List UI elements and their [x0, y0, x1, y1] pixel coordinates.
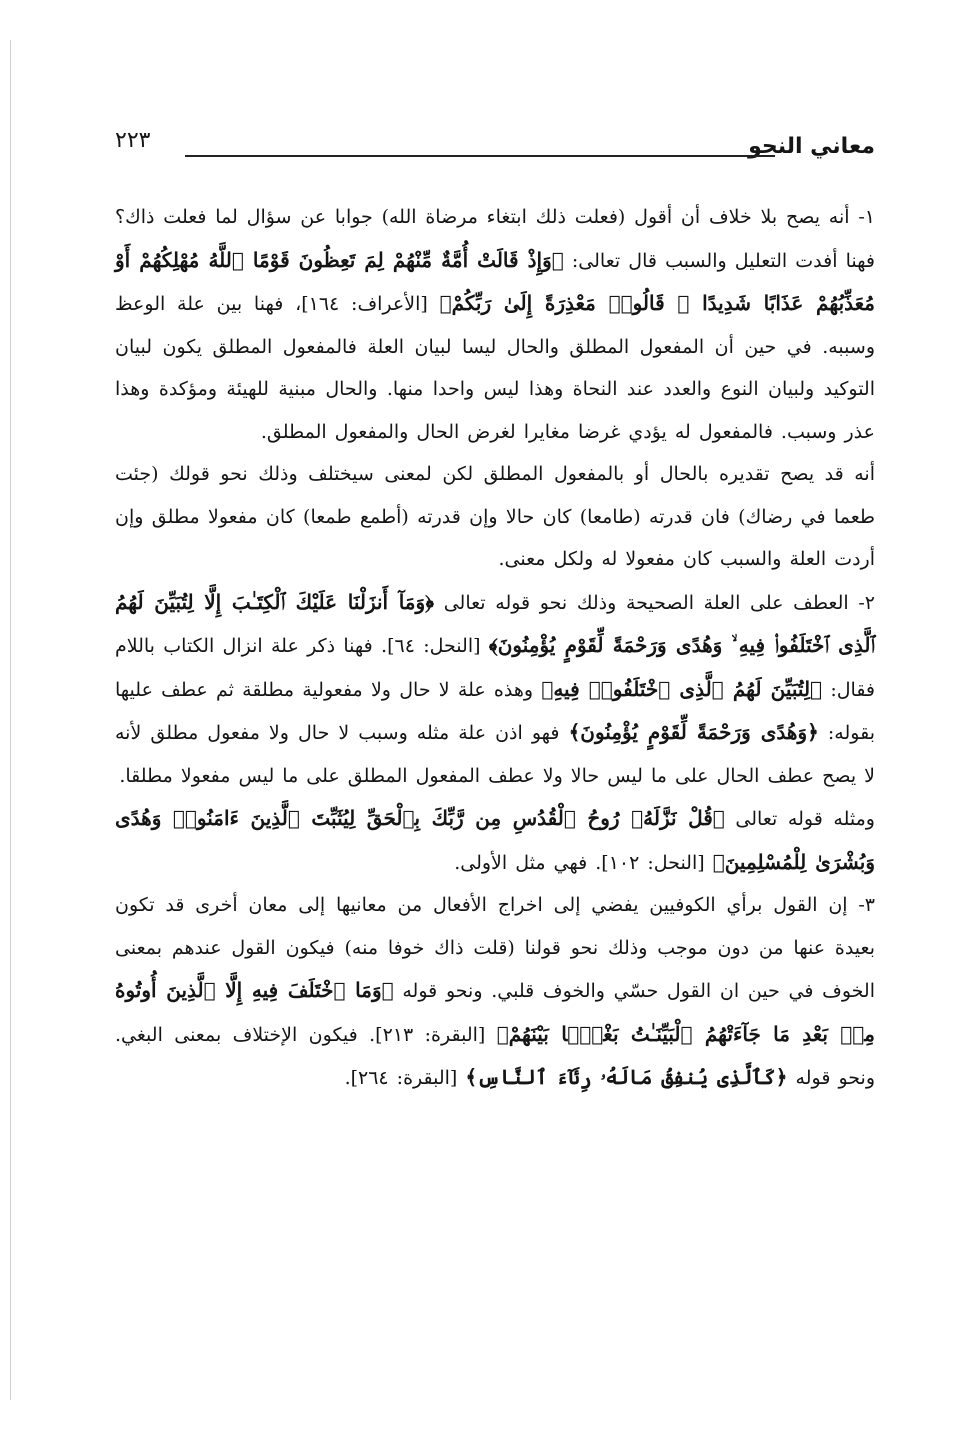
quran-verse: ﴿وَمَآ أَنزَلْنَا عَلَيْكَ ٱلْكِتَـٰبَ إِلَّا لِتُبَيِّنَ لَهُمُ ٱلَّذِى ٱخْتَلَفُوا۟ فِيهِ ۙ وَهُدًى وَرَحْمَةً لِّقَوْمٍ يُؤْمِنُونَ﴾ — [115, 589, 875, 657]
paragraph-4 — [115, 797, 875, 884]
page-number: ٢٢٣ — [115, 128, 151, 153]
quran-verse: ﴿وَإِذْ قَالَتْ أُمَّةٌ مِّنْهُمْ لِمَ تَعِظُونَ قَوْمًا ٱللَّهُ مُهْلِكُهُمْ أَوْ مُعَذِّبُهُمْ عَذَابًا شَدِيدًا ۖ قَالُوا۟ مَعْذِرَةً إِلَىٰ رَبِّكُمْ﴾ — [115, 247, 876, 315]
paragraph-text: فهو اذن علة مثله وسبب لا حال ولا مفعول مطلق لأنه لا يصح عطف الحال على ما ليس حالا ولا عطف المفعول المطلق على ما ليس مفعولا مطلقا. — [115, 722, 875, 787]
paragraph-text: ومثله قوله تعالى — [724, 808, 875, 830]
paragraph-text: [النحل: ٦٤]. فهنا ذكر علة انزال الكتاب باللام فقال: — [115, 635, 876, 701]
paragraph-text: ٣- إن القول برأي الكوفيين يفضي إلى اخراج الأفعال من معانيها إلى معان أخرى قد تكون بعيدة عنها من دون موجب وذلك نحو قولنا (قلت ذاك خوفا منه) فيكون القول عندهم بمعنى الخوف في حين ان القول حسّي والخوف قلبي. ونحو قوله — [115, 894, 875, 1002]
paragraph-2 — [115, 453, 875, 581]
paragraph-text: ٢- العطف على العلة الصحيحة وذلك نحو قوله تعالى — [434, 591, 875, 614]
paragraph-text: أنه قد يصح تقديره بالحال أو بالمفعول المطلق لكن لمعنى سيختلف وذلك نحو قولك (جئت طعما في رضاك) فان قدرته (طامعا) كان حالا وإن قدرته (أطمع طمعا) كان مفعولا مطلق وإن أردت العلة والسبب كان مفعولا له ولكل معنى. — [115, 463, 875, 570]
page-header — [115, 128, 875, 178]
paragraph-5 — [115, 884, 875, 1100]
quran-verse: ﴿وَهُدًى وَرَحْمَةً لِّقَوْمٍ يُؤْمِنُونَ﴾ — [568, 720, 819, 744]
body-text — [115, 196, 875, 1100]
paragraph-text: [النحل: ١٠٢]. فهي مثل الأولى. — [454, 851, 713, 874]
paragraph-1 — [115, 196, 875, 453]
paragraph-text: ١- أنه يصح بلا خلاف أن أقول (فعلت ذلك ابتغاء مرضاة الله) جوابا عن سؤال لما فعلت ذاك؟ فهنا أفدت التعليل والسبب قال تعالى: — [115, 206, 875, 272]
running-title: معاني النحو — [748, 134, 875, 159]
paragraph-3 — [115, 581, 875, 798]
quran-verse: ﴿وَمَا ٱخْتَلَفَ فِيهِ إِلَّا ٱلَّذِينَ أُوتُوهُ مِنۢ بَعْدِ مَا جَآءَتْهُمُ ٱلْبَيِّنَـٰتُ بَغْيًۢا بَيْنَهُمْ﴾ — [115, 978, 876, 1046]
quran-verse: ﴿لِتُبَيِّنَ لَهُمُ ٱلَّذِى ٱخْتَلَفُوا۟ فِيهِ﴾ — [541, 676, 823, 701]
scan-margin-line — [10, 40, 11, 1400]
paragraph-text: [الأعراف: ١٦٤]، فهنا بين علة الوعظ وسببه. في حين أن المفعول المطلق والحال ليسا لبيان العلة فالمفعول المطلق يكون لبيان التوكيد ولبيان النوع والعدد عند النحاة وهذا ليس واحدا منها. والحال مبنية للهيئة ومؤكدة وهذا عذر وسبب. فالمفعول له يؤدي غرضا مغايرا لغرض الحال والمفعول المطلق. — [115, 293, 875, 443]
header-rule — [185, 155, 775, 157]
quran-verse: ﴿كَٱلَّذِى يُنفِقُ مَالَهُۥ رِئَآءَ ٱلنَّاسِ﴾ — [465, 1065, 788, 1089]
paragraph-text: [البقرة: ٢٦٤]. — [344, 1067, 466, 1089]
quran-verse: ﴿قُلْ نَزَّلَهُۥ رُوحُ ٱلْقُدُسِ مِن رَّبِّكَ بِٱلْحَقِّ لِيُثَبِّتَ ٱلَّذِينَ ءَامَنُوا۟ وَهُدًى وَبُشْرَىٰ لِلْمُسْلِمِينَ﴾ — [115, 806, 875, 874]
paragraph-text: وهذه علة لا حال ولا مفعولية مطلقة ثم عطف عليها بقوله: — [115, 678, 875, 744]
paragraph-text: [البقرة: ٢١٣]. فيكون الإختلاف بمعنى البغي. ونحو قوله — [115, 1023, 875, 1089]
